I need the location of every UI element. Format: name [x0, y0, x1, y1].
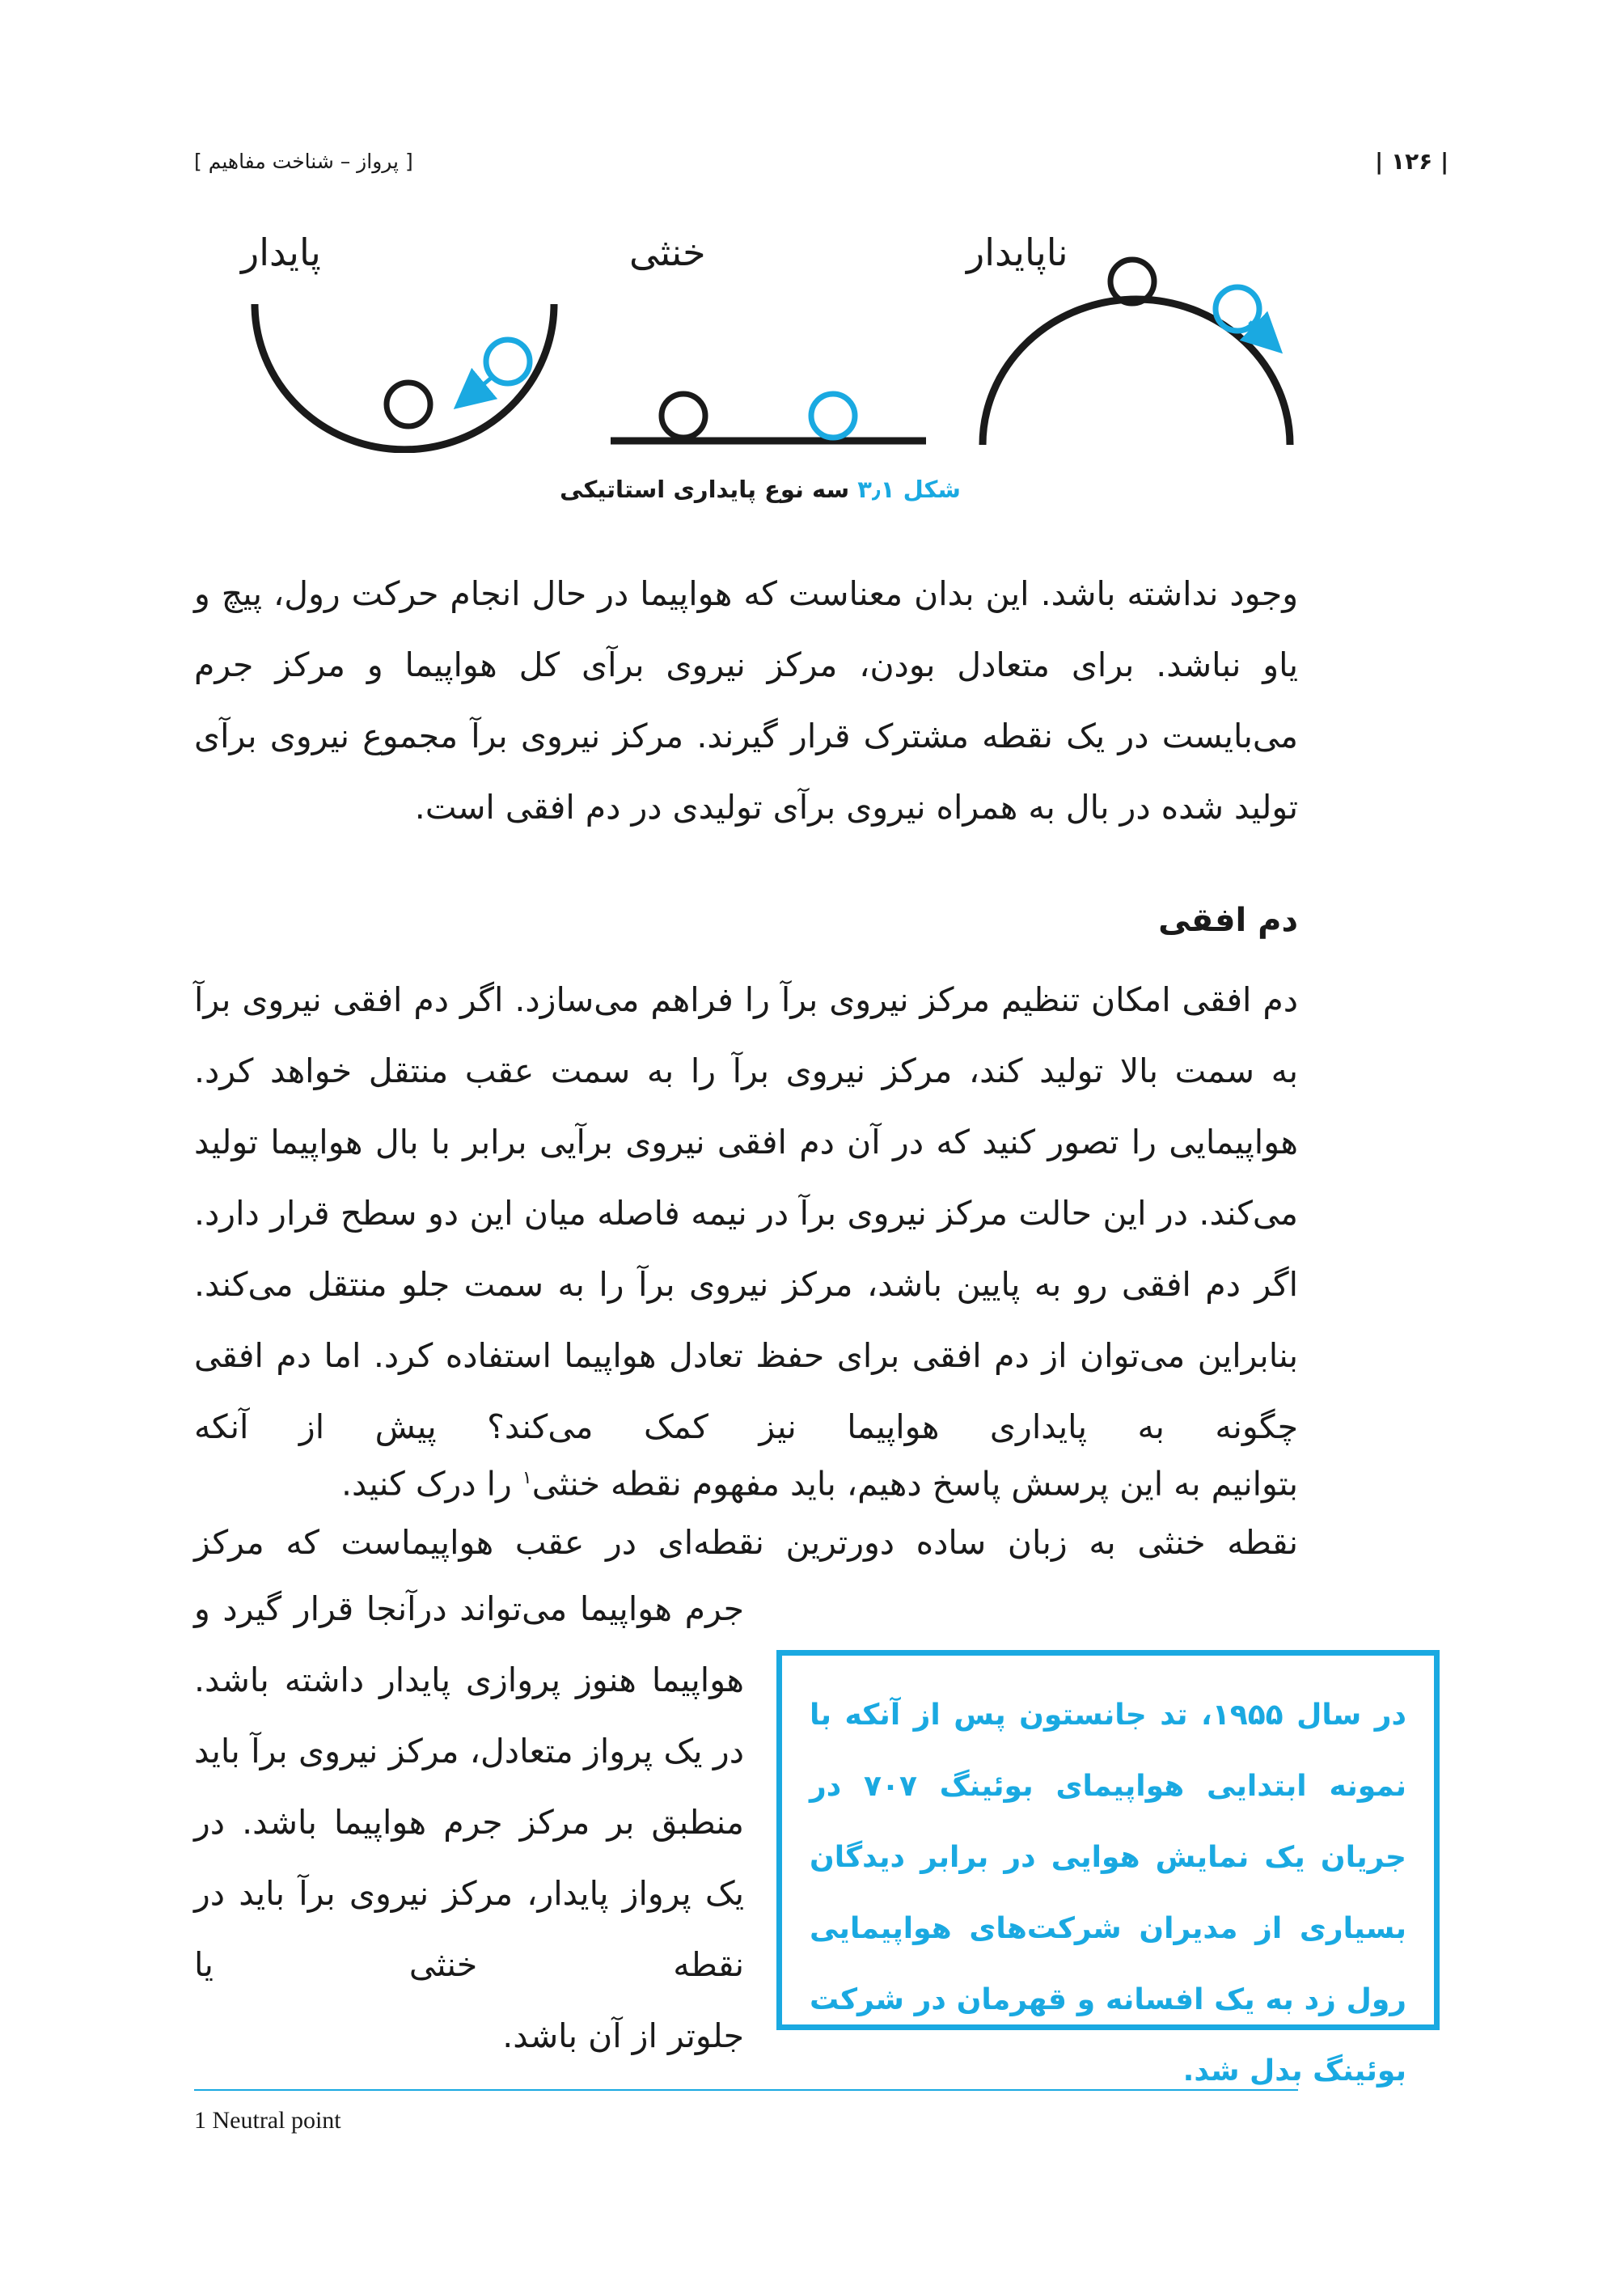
figure-caption-number: شکل ۳٫۱ — [857, 476, 961, 503]
callout-box: در سال ۱۹۵۵، تد جانستون پس از آنکه با نمونه ابتدایی هواپیمای بوئینگ ۷۰۷ در جریان یک نمایش هوایی در برابر دیدگان بسیاری از مدیران شرکت‌های هواپیمایی رول زد به یک افسانه و قهرمان در شرکت بوئینگ بدل شد. — [776, 1650, 1440, 2030]
paragraph-2-last-text: بتوانیم به این پرسش پاسخ دهیم، باید مفهوم نقطه خنثی — [531, 1464, 1298, 1504]
page-number: | ۱۲۶ | — [1375, 148, 1449, 175]
label-neutral: خنثی — [629, 231, 706, 274]
footnote: 1 Neutral point — [194, 2107, 341, 2134]
stable-ball — [387, 383, 430, 426]
paragraph-3-end: جلوتر از آن باشد. — [502, 2016, 744, 2055]
label-stable: پایدار — [241, 231, 321, 274]
paragraph-3-column: جرم هواپیما می‌تواند درآنجا قرار گیرد و هواپیما هنوز پروازی پایدار داشته باشد. در یک پرواز متعادل، مرکز نیروی برآ باید منطبق بر مرکز جرم هواپیما باشد. در یک پرواز پایدار، مرکز نیروی برآ باید در نقطه خنثی یا — [194, 1589, 744, 1984]
label-unstable: ناپایدار — [966, 231, 1068, 274]
figure-caption-text: سه نوع پایداری استاتیکی — [560, 476, 858, 503]
paragraph-3-line-1: نقطه خنثی به زبان ساده دورترین نقطه‌ای در عقب هواپیماست که مرکز — [194, 1523, 1298, 1562]
stability-diagram — [235, 226, 1310, 453]
neutral-ball-displaced — [811, 394, 855, 438]
neutral-ball — [662, 394, 705, 438]
section-heading: دم افقی — [1158, 902, 1298, 939]
running-head: [ پرواز – شناخت مفاهیم ] — [194, 150, 413, 173]
paragraph-2-end-text: را درک کنید. — [341, 1464, 522, 1504]
footnote-ref: ۱ — [522, 1468, 532, 1488]
figure-caption — [558, 476, 962, 503]
paragraph-2: دم افقی امکان تنظیم مرکز نیروی برآ را فراهم می‌سازد. اگر دم افقی نیروی برآ به سمت بالا تولید کند، مرکز نیروی برآ را به سمت عقب منتقل خواهد کرد. هواپیمایی را تصور کنید که در آن دم افقی نیروی برآیی برابر با بال هواپیما تولید می‌کند. در این حالت مرکز نیروی برآ در نیمه فاصله میان این دو سطح قرار دارد. اگر دم افقی رو به پایین باشد، مرکز نیروی برآ را به سمت جلو منتقل می‌کند. بنابراین می‌توان از دم افقی برای حفظ تعادل هواپیما استفاده کرد. اما دم افقی چگونه به پایداری هواپیما نیز کمک می‌کند؟ پیش از آنکه — [194, 980, 1298, 1446]
footnote-rule — [194, 2089, 1298, 2091]
unstable-arrow — [1250, 322, 1268, 340]
paragraph-1: وجود نداشته باشد. این بدان معناست که هواپیما در حال انجام حرکت رول، پیچ و یاو نباشد. برای متعادل بودن، مرکز نیروی برآی کل هواپیما و مرکز جرم می‌بایست در یک نقطه مشترک قرار گیرند. مرکز نیروی برآ مجموع نیروی برآی تولید شده در بال به همراه نیروی برآی تولیدی در دم افقی است. — [194, 574, 1298, 827]
stability-figure — [235, 226, 1310, 453]
unstable-hill — [983, 299, 1290, 445]
stable-arrow — [469, 376, 493, 396]
